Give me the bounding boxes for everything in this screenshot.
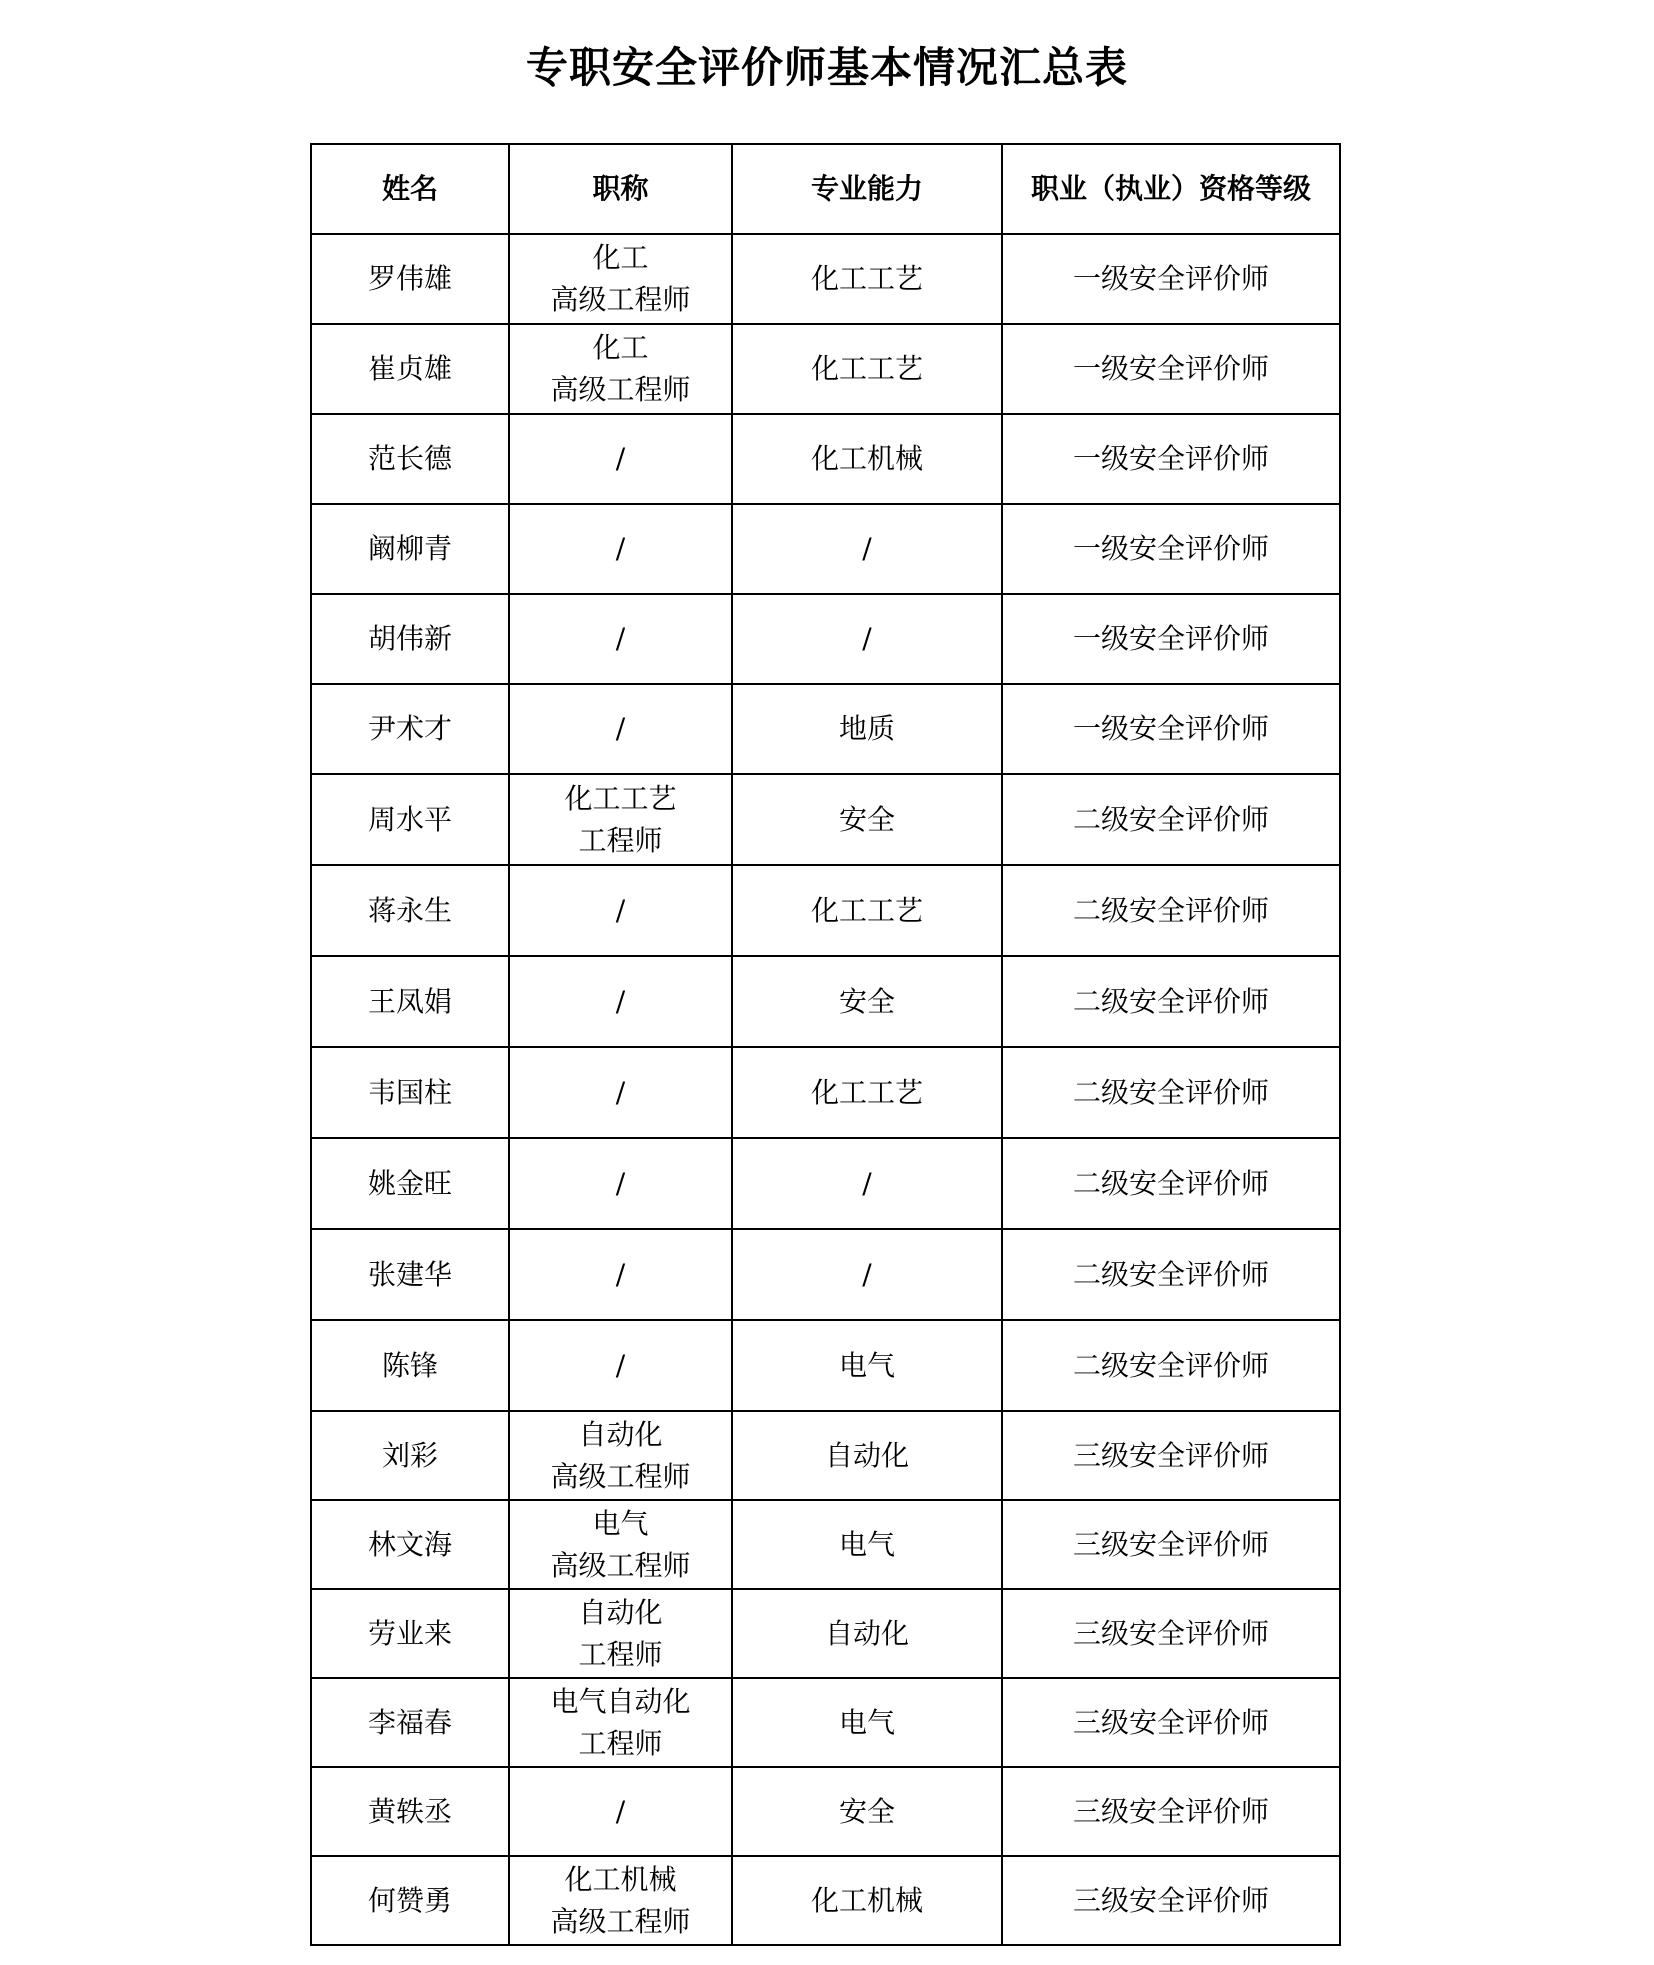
cell-name: 崔贞雄 bbox=[311, 324, 509, 414]
cell-level: 一级安全评价师 bbox=[1002, 234, 1340, 324]
cell-title-line-1: 化工 bbox=[592, 331, 649, 364]
table-row bbox=[311, 1320, 1340, 1411]
cell-level: 二级安全评价师 bbox=[1002, 1229, 1340, 1320]
cell-title bbox=[509, 865, 732, 956]
table-header-row bbox=[311, 144, 1340, 234]
table-row bbox=[311, 865, 1340, 956]
table-row bbox=[311, 504, 1340, 594]
cell-title-line-1: / bbox=[615, 622, 626, 655]
cell-level: 三级安全评价师 bbox=[1002, 1856, 1340, 1945]
page-title: 专职安全评价师基本情况汇总表 bbox=[525, 43, 1128, 92]
cell-title-line-1: / bbox=[615, 1348, 626, 1382]
cell-skill: 化工机械 bbox=[732, 1856, 1002, 1945]
cell-name: 张建华 bbox=[311, 1229, 509, 1320]
cell-level: 一级安全评价师 bbox=[1002, 504, 1340, 594]
cell-title-line-1: / bbox=[615, 1075, 626, 1109]
cell-title bbox=[509, 1411, 732, 1500]
cell-name: 林文海 bbox=[311, 1500, 509, 1589]
cell-title-line-1: / bbox=[615, 893, 626, 927]
cell-skill: 安全 bbox=[732, 1767, 1002, 1856]
cell-skill: 电气 bbox=[732, 1320, 1002, 1411]
cell-level: 三级安全评价师 bbox=[1002, 1500, 1340, 1589]
cell-name: 韦国柱 bbox=[311, 1047, 509, 1138]
cell-name: 黄轶丞 bbox=[311, 1767, 509, 1856]
cell-title-line-2: 工程师 bbox=[578, 1637, 663, 1671]
cell-title bbox=[509, 504, 732, 594]
table-row bbox=[311, 1500, 1340, 1589]
cell-name: 陈锋 bbox=[311, 1320, 509, 1411]
cell-title-line-2: 工程师 bbox=[578, 1726, 663, 1760]
cell-skill: 化工工艺 bbox=[732, 324, 1002, 414]
cell-title bbox=[509, 1500, 732, 1589]
cell-name: 刘彩 bbox=[311, 1411, 509, 1500]
cell-skill: 电气 bbox=[732, 1678, 1002, 1767]
cell-level: 一级安全评价师 bbox=[1002, 414, 1340, 504]
cell-name: 姚金旺 bbox=[311, 1138, 509, 1229]
cell-title-line-1: 电气自动化 bbox=[550, 1684, 691, 1718]
cell-title bbox=[509, 1589, 732, 1678]
cell-title-line-1: 自动化 bbox=[578, 1595, 663, 1629]
cell-name: 何赞勇 bbox=[311, 1856, 509, 1945]
header-level: 职业（执业）资格等级 bbox=[1002, 144, 1340, 234]
table-row bbox=[311, 1229, 1340, 1320]
cell-title-line-2: 高级工程师 bbox=[550, 1904, 691, 1938]
cell-name: 胡伟新 bbox=[311, 594, 509, 684]
cell-skill: 地质 bbox=[732, 684, 1002, 774]
cell-name: 周水平 bbox=[311, 774, 509, 865]
cell-title bbox=[509, 956, 732, 1047]
cell-title-line-1: / bbox=[615, 984, 626, 1018]
cell-skill: 自动化 bbox=[732, 1411, 1002, 1500]
table-row bbox=[311, 1411, 1340, 1500]
cell-name: 阚柳青 bbox=[311, 504, 509, 594]
cell-title bbox=[509, 1320, 732, 1411]
cell-title bbox=[509, 1138, 732, 1229]
cell-title bbox=[509, 774, 732, 865]
cell-title-line-1: 化工机械 bbox=[564, 1862, 677, 1896]
cell-title bbox=[509, 414, 732, 504]
cell-skill: / bbox=[732, 1138, 1002, 1229]
cell-title-line-1: / bbox=[615, 1257, 626, 1291]
cell-title-line-1: / bbox=[615, 712, 626, 745]
cell-skill: 化工工艺 bbox=[732, 1047, 1002, 1138]
cell-level: 一级安全评价师 bbox=[1002, 324, 1340, 414]
cell-level: 二级安全评价师 bbox=[1002, 1138, 1340, 1229]
cell-skill: 安全 bbox=[732, 774, 1002, 865]
cell-title-line-2: 高级工程师 bbox=[550, 1459, 691, 1493]
cell-name: 王凤娟 bbox=[311, 956, 509, 1047]
cell-title bbox=[509, 684, 732, 774]
cell-title-line-1: / bbox=[615, 1794, 626, 1828]
cell-level: 三级安全评价师 bbox=[1002, 1589, 1340, 1678]
cell-skill: 化工机械 bbox=[732, 414, 1002, 504]
cell-skill: 化工工艺 bbox=[732, 234, 1002, 324]
cell-title bbox=[509, 1229, 732, 1320]
table-row bbox=[311, 684, 1340, 774]
table-row bbox=[311, 324, 1340, 414]
header-name: 姓名 bbox=[311, 144, 509, 234]
cell-level: 一级安全评价师 bbox=[1002, 684, 1340, 774]
cell-skill: 自动化 bbox=[732, 1589, 1002, 1678]
header-skill: 专业能力 bbox=[732, 144, 1002, 234]
table-row bbox=[311, 594, 1340, 684]
cell-title-line-2: 高级工程师 bbox=[550, 373, 691, 406]
table-row bbox=[311, 774, 1340, 865]
cell-level: 一级安全评价师 bbox=[1002, 594, 1340, 684]
cell-level: 三级安全评价师 bbox=[1002, 1411, 1340, 1500]
summary-table bbox=[310, 143, 1341, 1946]
cell-title-line-1: 化工工艺 bbox=[564, 781, 677, 815]
cell-title-line-1: / bbox=[615, 1166, 626, 1200]
cell-skill: 安全 bbox=[732, 956, 1002, 1047]
cell-title-line-2: 高级工程师 bbox=[550, 283, 691, 316]
cell-title bbox=[509, 1767, 732, 1856]
cell-skill: / bbox=[732, 1229, 1002, 1320]
cell-title bbox=[509, 1678, 732, 1767]
cell-title bbox=[509, 234, 732, 324]
table-row bbox=[311, 1138, 1340, 1229]
cell-name: 罗伟雄 bbox=[311, 234, 509, 324]
table-row bbox=[311, 1856, 1340, 1945]
cell-title-line-1: / bbox=[615, 442, 626, 475]
table-row bbox=[311, 414, 1340, 504]
cell-skill: / bbox=[732, 594, 1002, 684]
cell-title bbox=[509, 324, 732, 414]
cell-level: 二级安全评价师 bbox=[1002, 956, 1340, 1047]
cell-name: 劳业来 bbox=[311, 1589, 509, 1678]
cell-title bbox=[509, 1047, 732, 1138]
cell-title-line-1: 电气 bbox=[592, 1506, 649, 1540]
table-row bbox=[311, 1678, 1340, 1767]
cell-level: 二级安全评价师 bbox=[1002, 774, 1340, 865]
header-title: 职称 bbox=[509, 144, 732, 234]
cell-skill: 电气 bbox=[732, 1500, 1002, 1589]
cell-level: 三级安全评价师 bbox=[1002, 1767, 1340, 1856]
cell-name: 范长德 bbox=[311, 414, 509, 504]
cell-name: 李福春 bbox=[311, 1678, 509, 1767]
cell-title bbox=[509, 1856, 732, 1945]
table-row bbox=[311, 1589, 1340, 1678]
table-row bbox=[311, 1767, 1340, 1856]
cell-title bbox=[509, 594, 732, 684]
cell-level: 二级安全评价师 bbox=[1002, 1320, 1340, 1411]
cell-title-line-2: 高级工程师 bbox=[550, 1548, 691, 1582]
table-row bbox=[311, 1047, 1340, 1138]
table-row bbox=[311, 234, 1340, 324]
cell-title-line-2: 工程师 bbox=[578, 823, 663, 857]
cell-skill: 化工工艺 bbox=[732, 865, 1002, 956]
table-row bbox=[311, 956, 1340, 1047]
cell-name: 尹术才 bbox=[311, 684, 509, 774]
cell-title-line-1: 自动化 bbox=[578, 1417, 663, 1451]
cell-title-line-1: 化工 bbox=[592, 241, 649, 274]
cell-name: 蒋永生 bbox=[311, 865, 509, 956]
cell-skill: / bbox=[732, 504, 1002, 594]
cell-level: 二级安全评价师 bbox=[1002, 1047, 1340, 1138]
cell-title-line-1: / bbox=[615, 532, 626, 565]
cell-level: 二级安全评价师 bbox=[1002, 865, 1340, 956]
cell-level: 三级安全评价师 bbox=[1002, 1678, 1340, 1767]
